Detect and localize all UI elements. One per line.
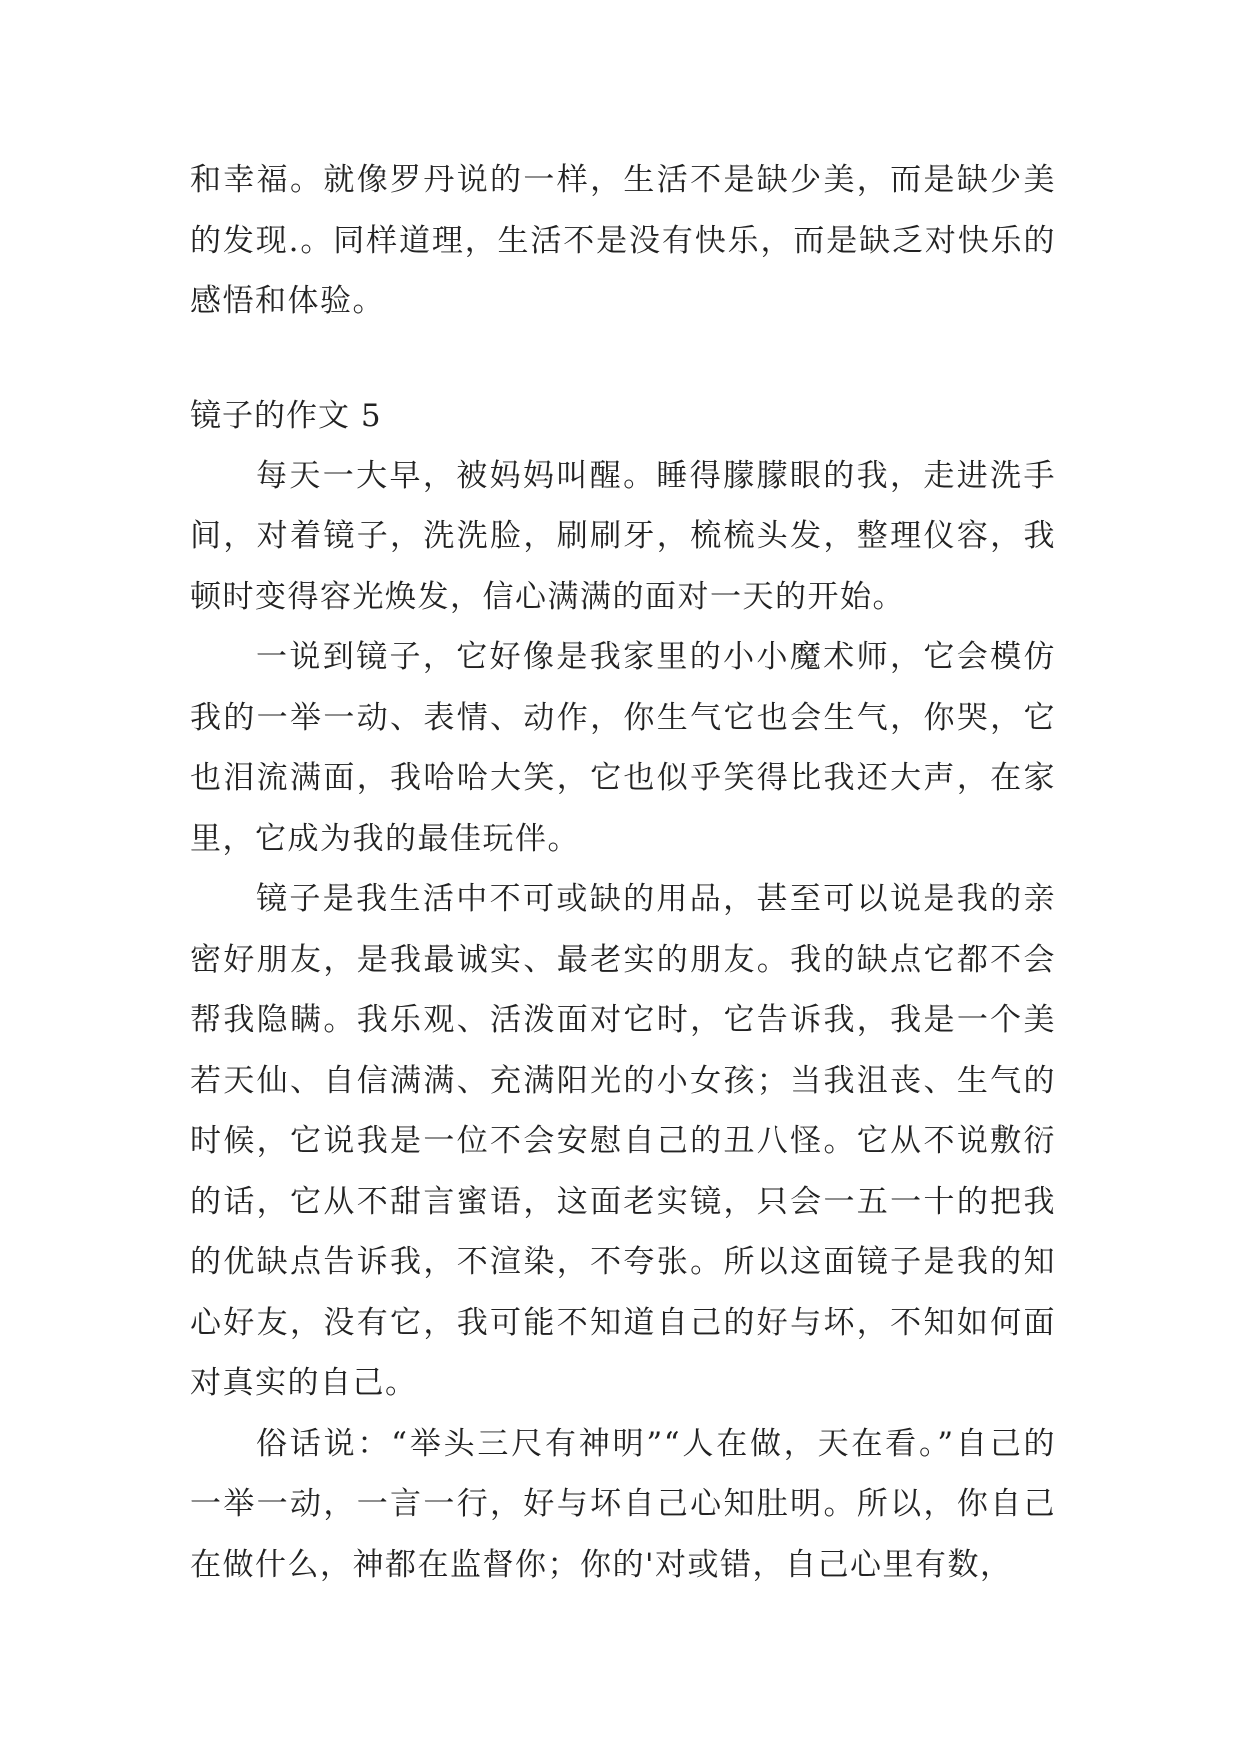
paragraph-4: 俗话说：“举头三尺有神明”“人在做，天在看。”自己的一举一动，一言一行，好与坏自己心知肚明。所以，你自己在做什么，神都在监督你；你的'对或错，自己心里有数， (190, 1425, 1056, 1583)
continued-paragraph: 和幸福。就像罗丹说的一样，生活不是缺少美，而是缺少美的发现.。同样道理，生活不是没有快乐，而是缺乏对快乐的感悟和体验。 (190, 162, 1056, 319)
paragraph-3: 镜子是我生活中不可或缺的用品，甚至可以说是我的亲密好朋友，是我最诚实、最老实的朋友。我的缺点它都不会帮我隐瞒。我乐观、活泼面对它时，它告诉我，我是一个美若天仙、自信满满、充满阳光的小女孩；当我沮丧、生气的时候，它说我是一位不会安慰自己的丑八怪。它从不说敷衍的话，它从不甜言蜜语，这面老实镜，只会一五一十的把我的优缺点告诉我，不渲染，不夸张。所以这面镜子是我的知心好友，没有它，我可能不知道自己的好与坏，不知如何面对真实的自己。 (190, 881, 1056, 1401)
paragraph-2: 一说到镜子，它好像是我家里的小小魔术师，它会模仿我的一举一动、表情、动作，你生气它也会生气，你哭，它也泪流满面，我哈哈大笑，它也似乎笑得比我还大声，在家里，它成为我的最佳玩伴。 (190, 639, 1056, 857)
section-title: 镜子的作文 5 (190, 397, 382, 434)
paragraph-1: 每天一大早，被妈妈叫醒。睡得朦朦眼的我，走进洗手间，对着镜子，洗洗脸，刷刷牙，梳梳头发，整理仪容，我顿时变得容光焕发，信心满满的面对一天的开始。 (190, 457, 1056, 615)
document-page (190, 150, 1056, 1595)
